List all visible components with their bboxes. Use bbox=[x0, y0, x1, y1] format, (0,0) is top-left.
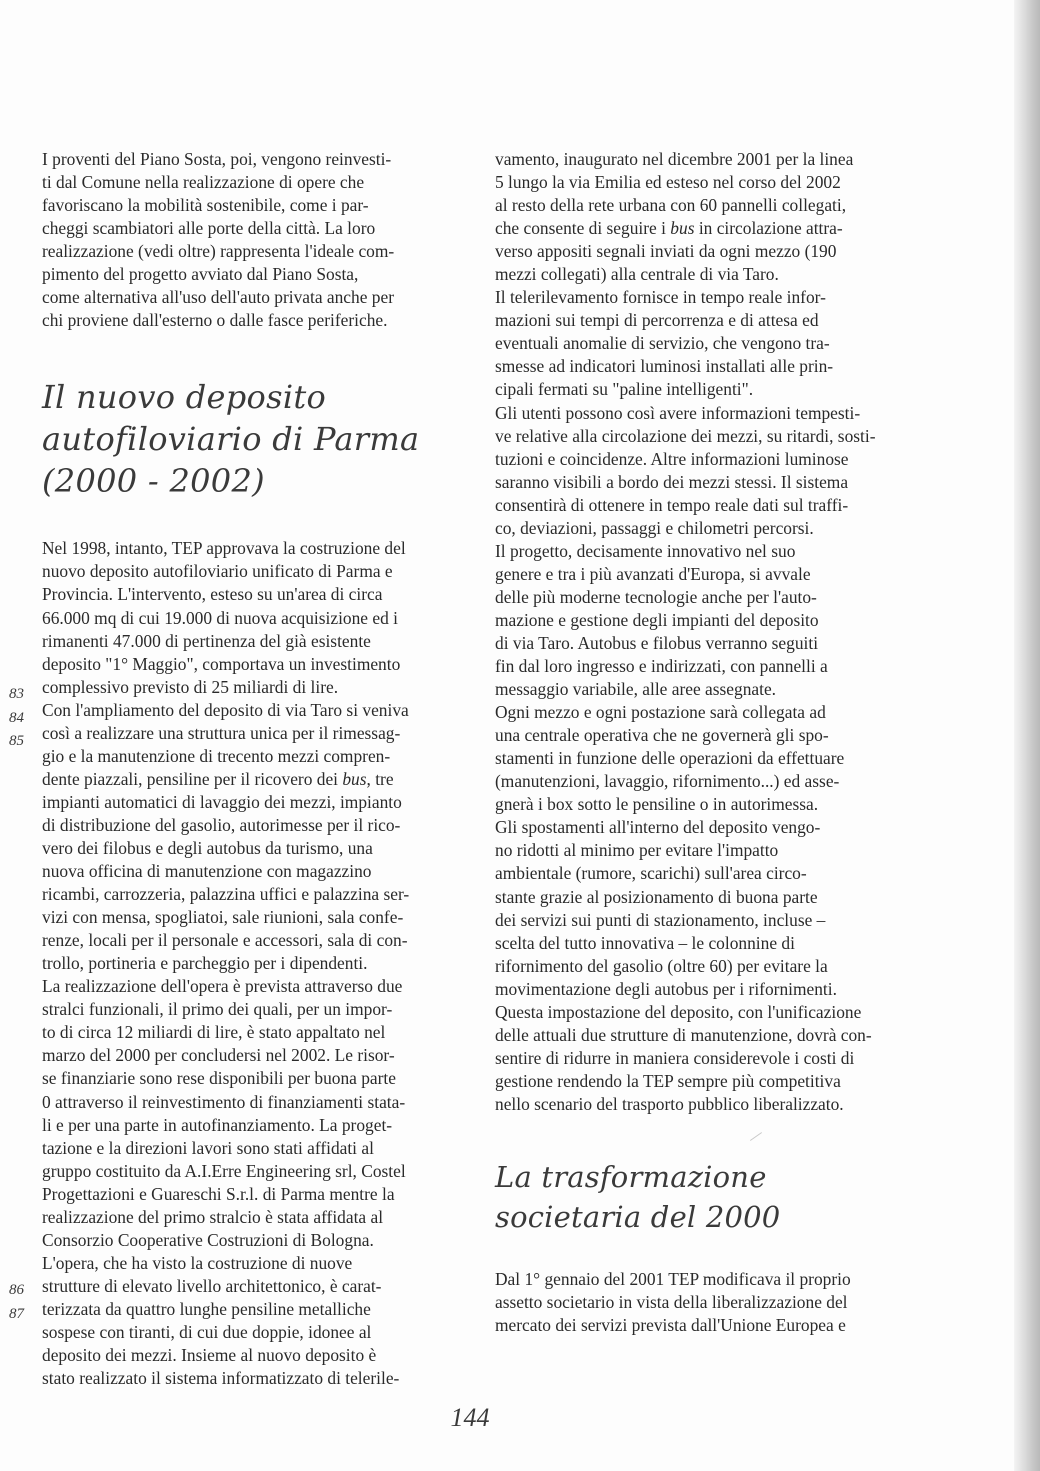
left-column bbox=[42, 148, 458, 1390]
section-heading-trasformazione: La trasformazione societaria del 2000 bbox=[495, 1159, 781, 1234]
body-paragraph: La realizzazione dell'opera è prevista attraverso due stralci funzionali, il primo dei quali, per un impor- to di circa 12 miliardi di lire, è stato appaltato nel marzo del 2000 per concludersi nel 2002. Le risor- se finanziarie sono rese disponibili per buona parte 0 attraverso il reinvestimento di finanziamenti stata- li e per una parte in autofinanziamento. La proget- tazione e la direzioni lavori sono stati affidati al gruppo costituito da A.I.Erre Engineering srl, Costel Progettazioni e Guareschi S.r.l. di Parma mentre la realizzazione del primo stralcio è stata affidata al Consorzio Cooperative Costruzioni di Bologna. L'opera, che ha visto la costruzione di nuove strutture di elevato livello architettonico, è carat- terizzata da quattro lunghe pensiline metalliche sospese con tiranti, di cui due doppie, idonee al deposito dei mezzi. Insieme al nuovo deposito è stato realizzato il sistema informatizzato di telerile- bbox=[42, 976, 406, 1389]
margin-note: 87 bbox=[9, 1306, 24, 1322]
margin-note: 84 bbox=[9, 710, 24, 726]
body-paragraph: Gli utenti possono così avere informazioni tempesti- ve relative alla circolazione dei mezzi, su ritardi, sosti- tuzioni e coincidenze. Altre informazioni luminose saranno visibili a bordo dei mezzi stessi. Il sistema consentirà di ottenere in tempo reale dati sul traffi- co, deviazioni, passaggi e chilometri percorsi. bbox=[495, 402, 876, 538]
body-paragraph: Il progetto, decisamente innovativo nel suo genere e tra i più avanzati d'Europa, si avvale delle più moderne tecnologie anche per l'auto- mazione e gestione degli impianti del deposito di via Taro. Autobus e filobus verranno seguiti fin dal loro ingresso e indirizzati, con pannelli a messaggio variabile, alle aree assegnate. bbox=[495, 540, 828, 700]
page-number: 144 bbox=[450, 1403, 490, 1432]
page-edge-shadow bbox=[1014, 0, 1040, 1471]
section-heading-deposito: Il nuovo deposito autofiloviario di Parma (2000 - 2002) bbox=[42, 378, 420, 501]
intro-paragraph: I proventi del Piano Sosta, poi, vengono reinvesti- ti dal Comune nella realizzazione di opere che favoriscano la mobilità sostenibile, come i par- cheggi scambiatori alle porte della città. La loro realizzazione (vedi oltre) rappresenta l'ideale com- pimento del progetto avviato dal Piano Sosta, come alternativa all'uso dell'auto privata anche per chi proviene dall'esterno o dalle fasce periferiche. bbox=[42, 149, 395, 331]
body-paragraph: Con l'ampliamento del deposito di via Taro si veniva così a realizzare una struttura unica per il rimessag- gio e la manutenzione di trecento mezzi compren- dente piazzali, pensiline per il ricovero dei bus, tre impianti automatici di lavaggio dei mezzi, impianto di distribuzione del gasolio, autorimesse per il rico- vero dei filobus e degli autobus da turismo, una nuova officina di manutenzione con magazzino ricambi, carrozzeria, palazzina uffici e palazzina ser- vizi con mensa, spogliatoi, sale riunioni, sala confe- renze, locali per il personale e accessori, sala di con- trollo, portineria e parcheggio per i dipendenti. bbox=[42, 699, 410, 974]
emphasis-bus: bus bbox=[342, 768, 367, 789]
body-paragraph: Il telerilevamento fornisce in tempo reale infor- mazioni sui tempi di percorrenza e di attesa ed eventuali anomalie di servizio, che vengono tra- smesse ad indicatori luminosi installati alle prin- cipali fermati su "paline intelligenti". bbox=[495, 287, 834, 400]
margin-note: 85 bbox=[9, 733, 24, 749]
body-paragraph: Ogni mezzo e ogni postazione sarà collegata ad una centrale operativa che ne governerà gli spo- stamenti in funzione delle operazioni da effettuare (manutenzioni, lavaggio, rifornimento...) ed asse- gnerà i box sotto le pensiline o in autorimessa. Gli spostamenti all'interno del deposito vengo- no ridotti al minimo per evitare l'impatto ambientale (rumore, scarichi) sull'area circo- stante grazie al posizionamento di buona parte dei servizi sui punti di stazionamento, incluse – scelta del tutto innovativa – le colonnine di rifornimento del gasolio (oltre 60) per evitare la movimentazione degli autobus per i rifornimenti. bbox=[495, 702, 845, 999]
right-column bbox=[495, 148, 911, 1337]
body-paragraph: Nel 1998, intanto, TEP approvava la costruzione del nuovo deposito autofiloviario unificato di Parma e Provincia. L'intervento, esteso su un'area di circa 66.000 mq di cui 19.000 di nuova acquisizione ed i rimanenti 47.000 di pertinenza del già esistente deposito "1° Maggio", comportava un investimento complessivo previsto di 25 miliardi di lire. bbox=[42, 538, 406, 697]
emphasis-bus: bus bbox=[670, 218, 695, 239]
margin-note: 86 bbox=[9, 1282, 24, 1298]
body-paragraph: vamento, inaugurato nel dicembre 2001 per la linea 5 lungo la via Emilia ed esteso nel corso del 2002 al resto della rete urbana con 60 pannelli collegati, che consente di seguire i bus in circolazione attra- verso appositi segnali inviati da ogni mezzo (190 mezzi collegati) alla centrale di via Taro. bbox=[495, 149, 854, 285]
body-paragraph: Dal 1° gennaio del 2001 TEP modificava il proprio assetto societario in vista della liberalizzazione del mercato dei servizi prevista dall'Unione Europea e bbox=[495, 1268, 851, 1336]
body-paragraph: Questa impostazione del deposito, con l'unificazione delle attuali due strutture di manutenzione, dovrà con- sentire di ridurre in maniera considerevole i costi di gestione rendendo la TEP sempre più competitiva nello scenario del trasporto pubblico liberalizzato. bbox=[495, 1001, 872, 1114]
margin-note: 83 bbox=[9, 686, 24, 702]
